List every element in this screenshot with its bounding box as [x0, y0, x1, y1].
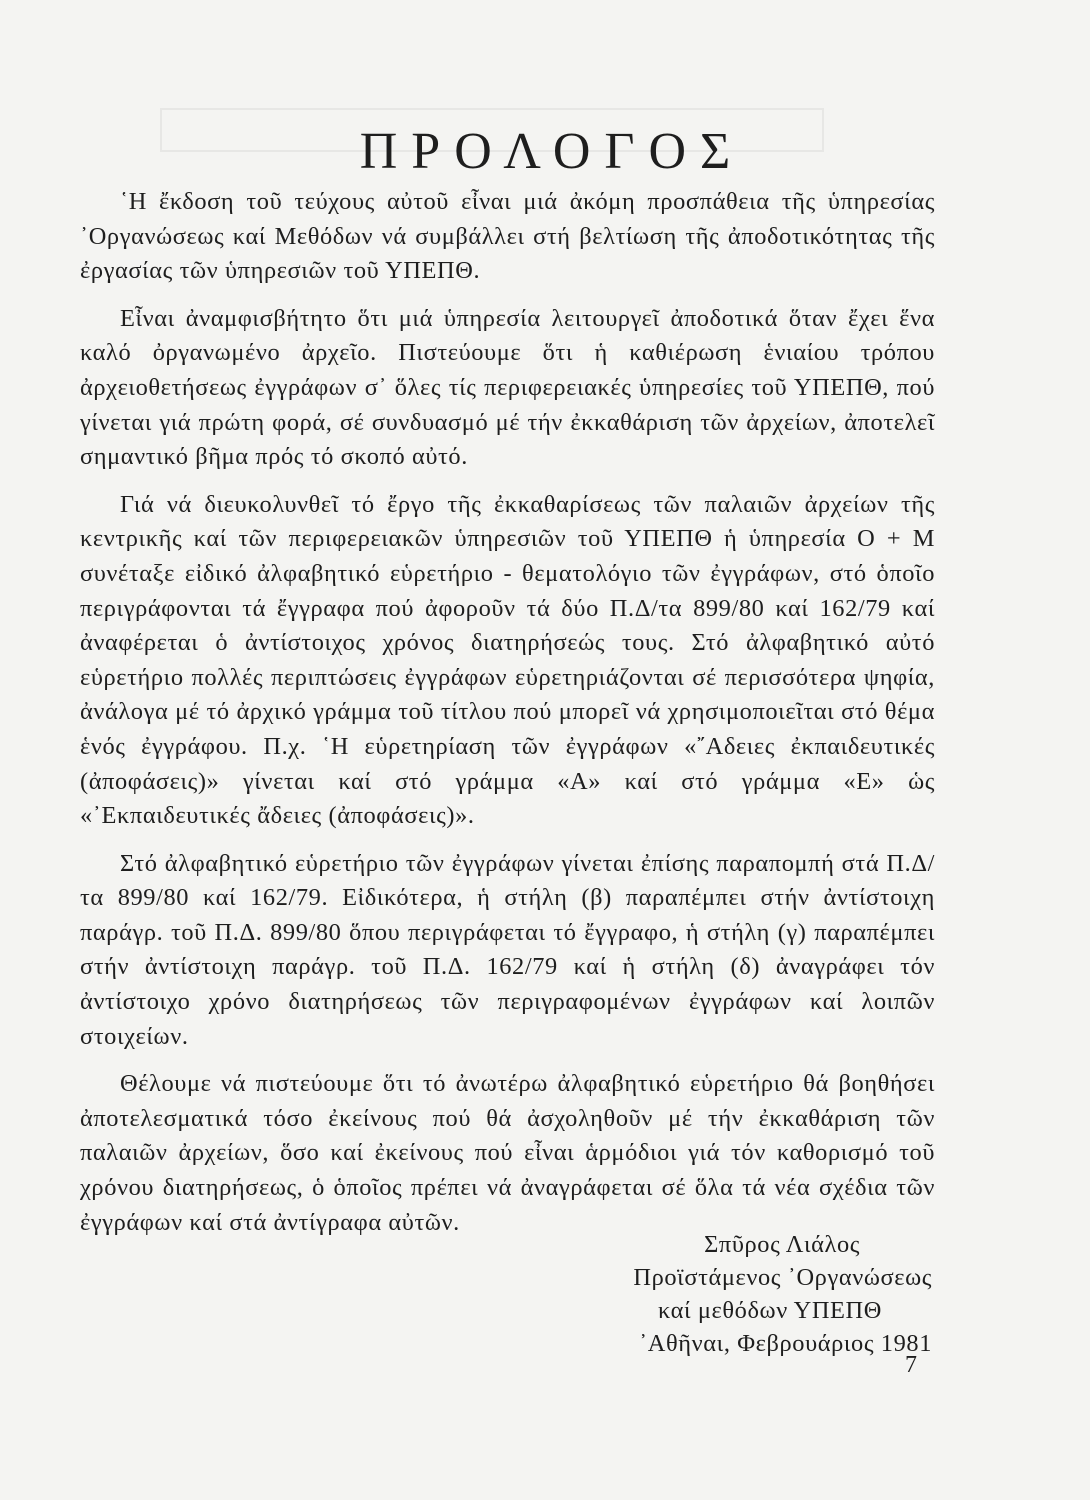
- paragraph-5: Θέλουμε νά πιστεύουμε ὅτι τό ἀνωτέρω ἀλφαβητικό εὑρετήριο θά βοηθήσει ἀποτελεσματικά τόσο ἐκείνους πού θά ἀσχοληθοῦν μέ τήν ἐκκαθάριση τῶν παλαιῶν ἀρχείων, ὅσο καί ἐκείνους πού εἶναι ἁρμόδιοι γιά τόν καθορισμό τοῦ χρόνου διατηρήσεως, ὁ ὁποῖος πρέπει νά ἀναγράφεται σέ ὅλα τά νέα σχέδια τῶν ἐγγράφων καί στά ἀντίγραφα αὐτῶν.: [80, 1070, 935, 1236]
- signature-block: [633, 1228, 932, 1360]
- paragraph-1: ῾Η ἔκδοση τοῦ τεύχους αὐτοῦ εἶναι μιά ἀκόμη προσπάθεια τῆς ὑπηρεσίας ᾿Οργανώσεως καί Μεθόδων νά συμβάλλει στή βελτίωση τῆς ἀποδοτικότητας τῆς ἐργασίας τῶν ὑπηρεσιῶν τοῦ ΥΠΕΠΘ.: [80, 188, 935, 285]
- preface-body: [80, 185, 935, 1253]
- paragraph-4: Στό ἀλφαβητικό εὑρετήριο τῶν ἐγγράφων γίνεται ἐπίσης παραπομπή στά Π.Δ/τα 899/80 καί 162/79. Εἰδικότερα, ἡ στήλη (β) παραπέμπει στήν ἀντίστοιχη παράγρ. τοῦ Π.Δ. 899/80 ὅπου περιγράφεται τό ἔγγραφο, ἡ στήλη (γ) παραπέμπει στήν ἀντίστοιχη παράγρ. τοῦ Π.Δ. 162/79 καί ἡ στήλη (δ) ἀναγράφει τόν ἀντίστοιχο χρόνο διατηρήσεως τῶν περιγραφομένων ἐγγράφων καί λοιπῶν στοιχείων.: [80, 849, 935, 1050]
- signature-organization: καί μεθόδων ΥΠΕΠΘ: [657, 1297, 882, 1324]
- signature-place-date: ᾿Αθῆναι, Φεβρουάριος 1981: [639, 1330, 932, 1357]
- paragraph-2: Εἶναι ἀναμφισβήτητο ὅτι μιά ὑπηρεσία λειτουργεῖ ἀποδοτικά ὅταν ἔχει ἕνα καλό ὀργανωμένο ἀρχεῖο. Πιστεύουμε ὅτι ἡ καθιέρωση ἑνιαίου τρόπου ἀρχειοθετήσεως ἐγγράφων σ᾿ ὅλες τίς περιφερειακές ὑπηρεσίες τοῦ ΥΠΕΠΘ, πού γίνεται γιά πρώτη φορά, σέ συνδυασμό μέ τήν ἐκκαθάριση τῶν ἀρχείων, ἀποτελεῖ σημαντικό βῆμα πρός τό σκοπό αὐτό.: [80, 304, 935, 471]
- signature-name: Σπῦρος Λιάλος: [704, 1231, 860, 1258]
- signature-position: Προϊστάμενος ᾿Οργανώσεως: [633, 1264, 932, 1291]
- page-number: 7: [905, 1352, 917, 1378]
- paragraph-3: Γιά νά διευκολυνθεῖ τό ἔργο τῆς ἐκκαθαρίσεως τῶν παλαιῶν ἀρχείων τῆς κεντρικῆς καί τῶν περιφερειακῶν ὑπηρεσιῶν τοῦ ΥΠΕΠΘ ἡ ὑπηρεσία Ο + Μ συνέταξε εἰδικό ἀλφαβητικό εὑρετήριο - θεματολόγιο τῶν ἐγγράφων, στό ὁποῖο περιγράφονται τά ἔγγραφα πού ἀφοροῦν τά δύο Π.Δ/τα 899/80 καί 162/79 καί ἀναφέρεται ὁ ἀντίστοιχος χρόνος διατηρήσεώς τους. Στό ἀλφαβητικό αὐτό εὑρετήριο πολλές περιπτώσεις ἐγγράφων εὑρετηριάζονται σέ περισσότερα ψηφία, ἀνάλογα μέ τό ἀρχικό γράμμα τοῦ τίτλου πού μπορεῖ νά χρησιμοποιεῖται στό θέμα ἑνός ἐγγράφου. Π.χ. ῾Η εὑρετηρίαση τῶν ἐγγράφων «῎Αδειες ἐκπαιδευτικές (ἀποφάσεις)» γίνεται καί στό γράμμα «Α» καί στό γράμμα «Ε» ὡς «᾿Εκπαιδευτικές ἄδειες (ἀποφάσεις)».: [80, 490, 935, 830]
- page-title: ΠΡΟΛΟΓΟΣ: [359, 123, 745, 180]
